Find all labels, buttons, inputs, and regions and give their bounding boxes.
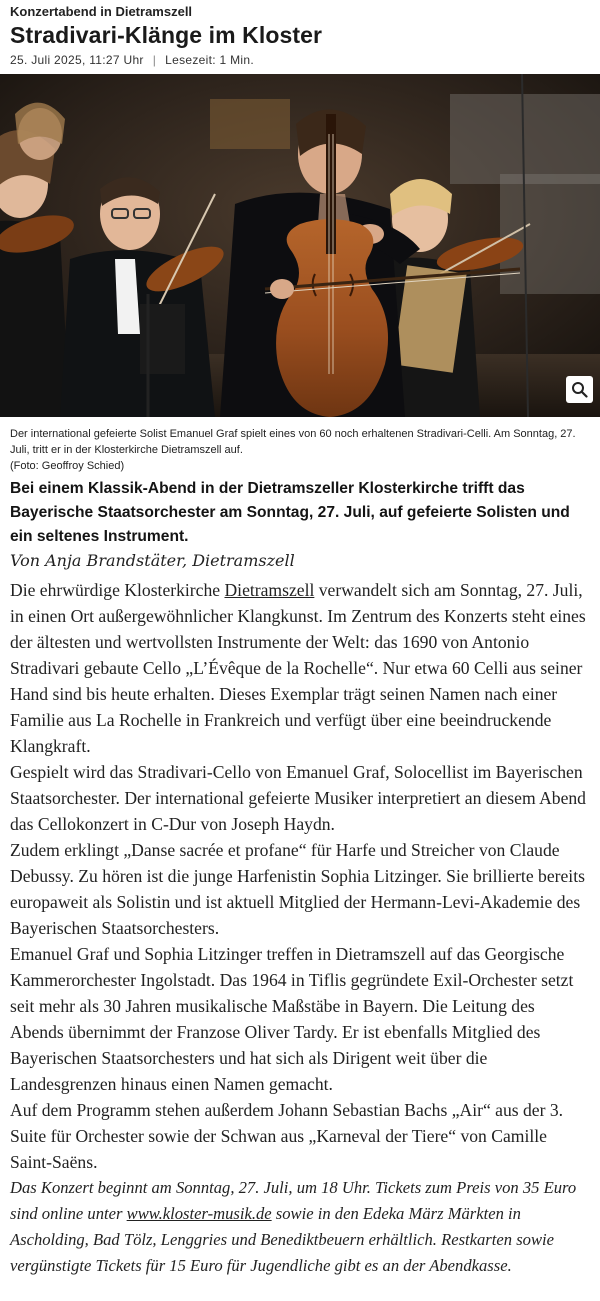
paragraph-text: Die ehrwürdige Klosterkirche (10, 580, 225, 600)
image-caption: Der international gefeierte Solist Emanuel Graf spielt eines von 60 noch erhaltenen Stradivari-Celli. Am Sonntag, 27. Juli, tritt er in der Klosterkirche Dietramszell auf. (10, 428, 576, 456)
location-link[interactable]: Dietramszell (224, 580, 315, 600)
article-title: Stradivari-Klänge im Kloster (10, 22, 323, 48)
body-paragraph: Emanuel Graf und Sophia Litzinger treffen in Dietramszell auf das Georgische Kammerorchester Ingolstadt. Das 1964 in Tiflis gegründete Exil-Orchester setzt seit mehr als 30 Jahren musikalische Maßstäbe in Bayern. Die Leitung des Abends übernimmt der Franzose Oliver Tardy. Er ist ebenfalls Mitglied des Bayerischen Staatsorchesters und hat sich als Dirigent weit über die Landesgrenzen hinaus einen Namen gemacht. (10, 944, 574, 1094)
ticket-website-link[interactable]: www.kloster-musik.de (126, 1204, 272, 1223)
reading-time: Lesezeit: 1 Min. (165, 53, 254, 67)
body-paragraph: Gespielt wird das Stradivari-Cello von Emanuel Graf, Solocellist im Bayerischen Staatsorchester. Der international gefeierte Musiker interpretiert an diesem Abend das Cellokonzert in C-Dur von Joseph Haydn. (10, 762, 586, 834)
publish-date: 25. Juli 2025, 11:27 Uhr (10, 53, 144, 67)
paragraph-text: sowie in den Edeka März Märkten in Ascholding, Bad Tölz, Lenggries und Benediktbeuern erhältlich. Restkarten sowie vergünstigte Tickets für 15 Euro für Jugendliche gibt es an der Abendkasse. (10, 1204, 554, 1275)
cellist-orchestra-photo (0, 74, 600, 417)
article-kicker: Konzertabend in Dietramszell (10, 4, 193, 19)
article-photo[interactable] (0, 74, 600, 417)
article-author: Von Anja Brandstäter, Dietramszell (10, 551, 295, 570)
search-icon (571, 381, 588, 398)
closing-paragraph (0, 1175, 600, 1279)
body-paragraph: Auf dem Programm stehen außerdem Johann Sebastian Bachs „Air“ aus der 3. Suite für Orchester sowie der Schwan aus „Karneval der Tiere“ von Camille Saint-Saëns. (10, 1100, 564, 1172)
paragraph-text: verwandelt sich am Sonntag, 27. Juli, in einen Ort außergewöhnlicher Klangkunst. Im Zentrum des Konzerts steht eines der ältesten und wertvollsten Instrumente der Welt: das 1690 von Antonio Stradivari gebaute Cello „L’Évêque de la Rochelle“. Nur etwa 60 Celli aus seiner Hand sind bis heute erhalten. Dieses Exemplar trägt seinen Namen nach einer Familie aus La Rochelle in Frankreich und verfügt über eine beeindruckende Klangkraft. (10, 580, 586, 756)
body-paragraph (0, 573, 600, 759)
image-zoom-button[interactable] (566, 376, 593, 403)
meta-separator: | (152, 53, 157, 67)
image-credit: (Foto: Geoffroy Schied) (10, 460, 125, 472)
paragraph-text: Das Konzert beginnt am Sonntag, 27. Juli, um 18 Uhr. Tickets zum Preis von 35 Euro sind online unter (10, 1178, 577, 1223)
article-body (0, 573, 600, 1279)
body-paragraph: Zudem erklingt „Danse sacrée et profane“ für Harfe und Streicher von Claude Debussy. Zu hören ist die junge Harfenistin Sophia Litzinger. Sie brillierte bereits europaweit als Solistin und ist aktuell Mitglied der Hermann-Levi-Akademie des Bayerischen Staatsorchesters. (10, 840, 585, 938)
article-lead: Bei einem Klassik-Abend in der Dietramszeller Klosterkirche trifft das Bayerische Staatsorchester am Sonntag, 27. Juli, auf gefeierte Solisten und ein seltenes Instrument. (10, 480, 570, 545)
article-meta (10, 51, 590, 69)
